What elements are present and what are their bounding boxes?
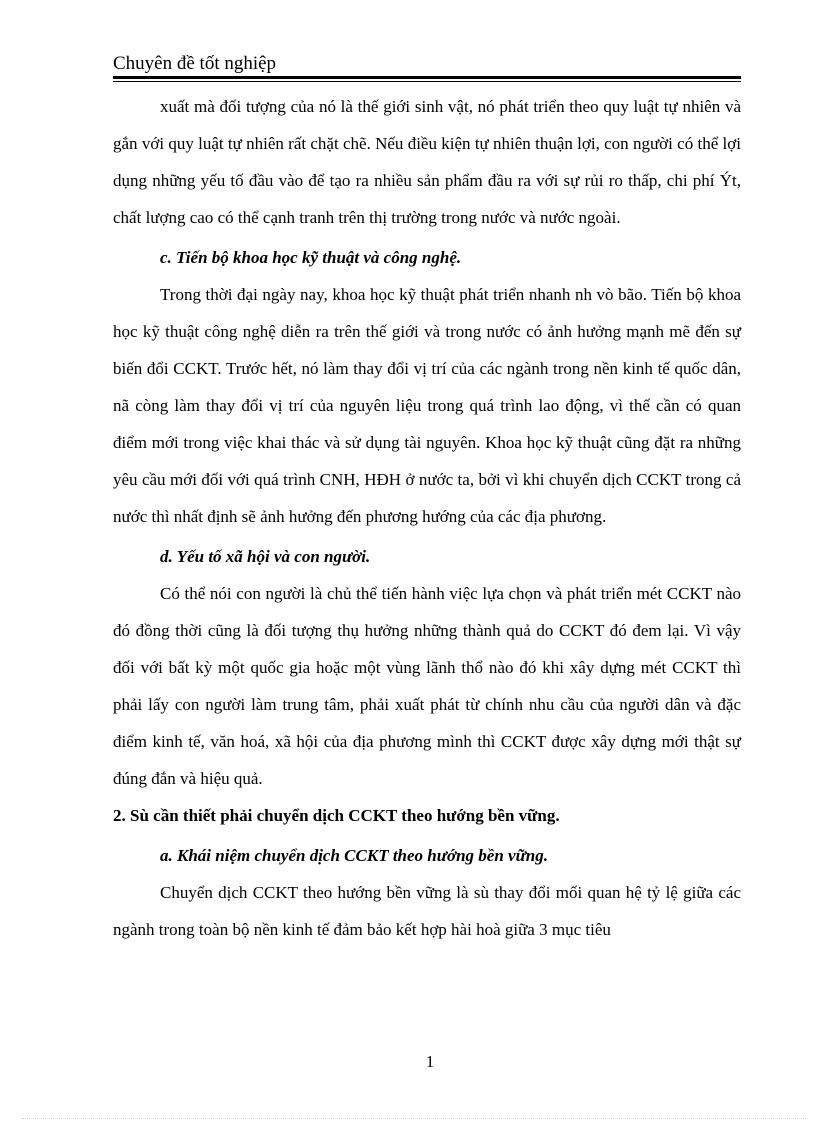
header-rule-thick (113, 76, 741, 79)
header-title: Chuyên đề tốt nghiệp (113, 53, 277, 74)
document-body (113, 88, 741, 948)
page-header (113, 52, 741, 76)
paragraph-concept: Chuyển dịch CCKT theo hướng bền vững là sù thay đổi mối quan hệ tỷ lệ giữa các ngành trong toàn bộ nền kinh tế đảm bảo kết hợp hài hoà giữa 3 mục tiêu (113, 883, 741, 939)
page-number: 1 (425, 1052, 435, 1071)
paragraph-natural-conditions: xuất mà đối tượng của nó là thế giới sinh vật, nó phát triển theo quy luật tự nhiên và gắn với quy luật tự nhiên rất chặt chẽ. Nếu điều kiện tự nhiên thuận lợi, con người có thể lợi dụng những yếu tố đầu vào để tạo ra nhiều sản phẩm đầu ra với sự rủi ro thấp, chi phí Ýt, chất lượng cao có thể cạnh tranh trên thị trường trong nước và nước ngoài. (113, 97, 741, 227)
section-heading-necessity: 2. Sù cần thiết phải chuyển dịch CCKT theo hướng bền vững. (113, 806, 560, 825)
paragraph-society-people: Có thể nói con người là chủ thể tiến hành việc lựa chọn và phát triển mét CCKT nào đó đồng thời cũng là đối tượng thụ hưởng những thành quả do CCKT đó đem lại. Vì vậy đối với bất kỳ một quốc gia hoặc một vùng lãnh thổ nào đó khi xây dựng mét CCKT thì phải lấy con người làm trung tâm, phải xuất phát từ chính nhu cầu của người dân và đặc điểm kinh tế, văn hoá, xã hội của địa phương mình thì CCKT được xây dựng mới thật sự đúng đắn và hiệu quả. (113, 584, 741, 788)
subheading-science-technology: c. Tiến bộ khoa học kỹ thuật và công nghệ. (160, 248, 462, 267)
header-rule-thin (113, 81, 741, 82)
subheading-concept: a. Khái niệm chuyển dịch CCKT theo hướng bền vững. (160, 846, 548, 865)
subheading-society-people: d. Yếu tố xã hội và con người. (160, 547, 371, 566)
paragraph-science-technology: Trong thời đại ngày nay, khoa học kỹ thuật phát triển nhanh nh vò bão. Tiến bộ khoa học kỹ thuật công nghệ diễn ra trên thế giới và trong nước có ảnh hưởng mạnh mẽ đến sự biến đổi CCKT. Trước hết, nó làm thay đổi vị trí của các ngành trong nền kinh tế quốc dân, nã còng làm thay đổi vị trí của nguyên liệu trong quá trình lao động, vì thế cần có quan điểm mới trong việc khai thác và sử dụng tài nguyên. Khoa học kỹ thuật cũng đặt ra những yêu cầu mới đối với quá trình CNH, HĐH ở nước ta, bởi vì khi chuyển dịch CCKT trong cả nước thì nhất định sẽ ảnh hưởng đến phương hướng của các địa phương. (113, 285, 741, 526)
page-bottom-border (22, 1118, 808, 1119)
